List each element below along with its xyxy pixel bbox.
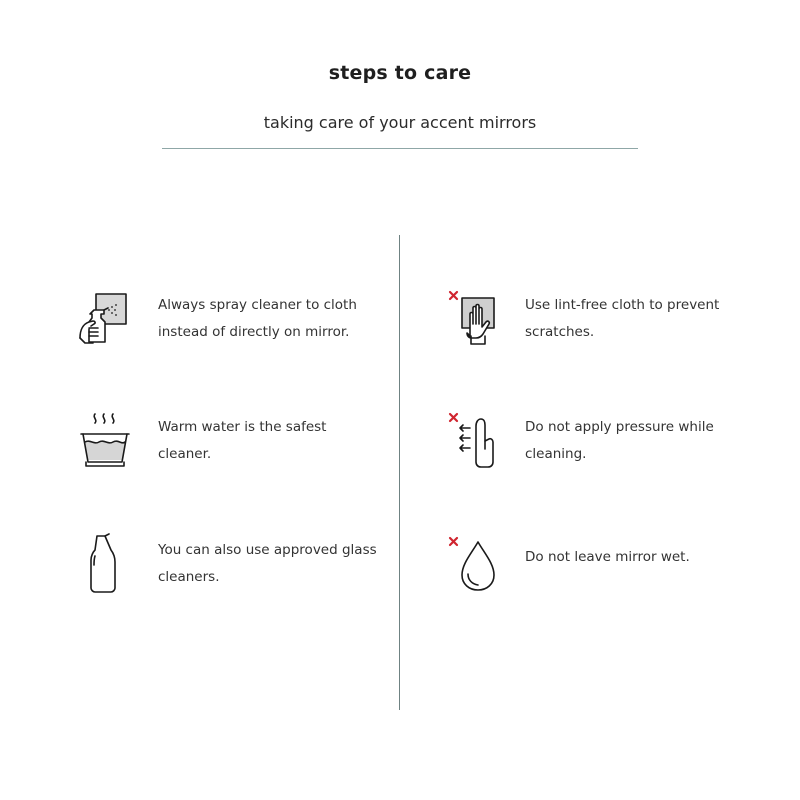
hand-cloth-icon xyxy=(446,288,502,352)
care-step-line: scratches. xyxy=(525,324,595,340)
water-drop-icon xyxy=(446,534,502,598)
spray-cloth-icon xyxy=(76,288,132,352)
prohibited-x-icon xyxy=(450,292,457,299)
care-step-line: instead of directly on mirror. xyxy=(158,324,350,340)
care-step-line: Warm water is the safest xyxy=(158,419,327,435)
care-step-line: Use lint-free cloth to prevent xyxy=(525,297,720,313)
care-step-text xyxy=(158,292,378,346)
prohibited-x-icon xyxy=(450,414,457,421)
care-step-text xyxy=(158,537,378,591)
care-step-line: Do not leave mirror wet. xyxy=(525,549,690,565)
glass-cleaner-bottle-icon xyxy=(81,532,137,596)
care-step-text xyxy=(525,544,745,571)
warm-water-icon xyxy=(77,410,133,474)
page-subtitle: taking care of your accent mirrors xyxy=(263,113,537,132)
hand-pressure-icon xyxy=(446,410,502,474)
care-step-text xyxy=(158,414,378,468)
care-step-line: Always spray cleaner to cloth xyxy=(158,297,357,313)
care-step-text xyxy=(525,292,745,346)
prohibited-x-icon xyxy=(450,538,457,545)
care-step-line: cleaner. xyxy=(158,446,212,462)
page-title: steps to care xyxy=(328,62,472,84)
care-step-line: cleaning. xyxy=(525,446,587,462)
title-underline xyxy=(162,148,638,149)
care-step-line: cleaners. xyxy=(158,569,220,585)
care-step-line: You can also use approved glass xyxy=(158,542,377,558)
care-step-line: Do not apply pressure while xyxy=(525,419,714,435)
care-step-text xyxy=(525,414,745,468)
column-divider xyxy=(399,235,400,710)
